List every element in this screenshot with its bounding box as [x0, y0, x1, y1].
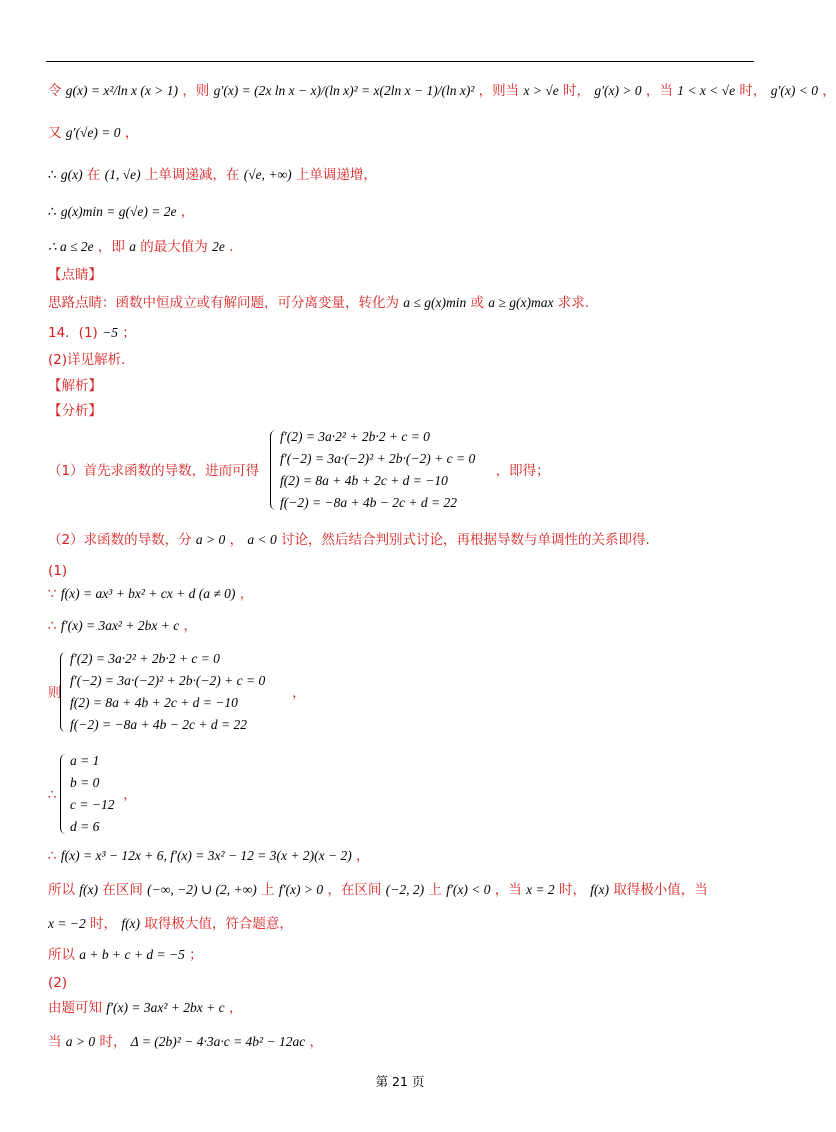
math: g(x)min = g(√e) = 2e	[60, 204, 177, 219]
line-max-value	[48, 915, 293, 933]
math: x > √e	[523, 83, 559, 98]
line-derivative-2	[48, 999, 242, 1017]
part-2-label: (2)	[48, 975, 68, 991]
text: ，	[228, 1000, 243, 1016]
text: ，即得；	[495, 463, 550, 479]
text: 又	[48, 125, 62, 141]
text: ，	[356, 848, 370, 864]
math: x = −2	[48, 916, 86, 931]
part-1-label: (1)	[48, 563, 68, 579]
text: .	[229, 239, 234, 255]
text: ，	[124, 125, 139, 141]
equation: f(−2) = −8a + 4b − 2c + d = 22	[70, 717, 248, 732]
text: 时，	[558, 882, 586, 898]
text: ，	[822, 83, 836, 99]
equation: f′(2) = 3a·2² + 2b·2 + c = 0	[280, 429, 430, 444]
math: g′(x) > 0	[594, 83, 642, 98]
text: ，即	[97, 239, 125, 255]
equation-system-solution	[60, 648, 265, 736]
header-rule	[46, 61, 754, 62]
math: ∴ a ≤ 2e	[48, 239, 94, 254]
line-g-prime-zero	[48, 124, 138, 142]
math: a + b + c + d = −5	[79, 947, 185, 962]
text: ，则当	[478, 83, 520, 99]
text: 上单调递增，	[295, 167, 377, 183]
text: ，在区间	[327, 882, 382, 898]
math: f(x)	[590, 882, 610, 897]
line-g-min	[48, 203, 194, 221]
math: f(x)	[79, 882, 99, 897]
line-hint	[48, 294, 589, 312]
text: 所以	[48, 947, 75, 963]
math: g′(x) < 0	[770, 83, 818, 98]
therefore-symbol: ∴	[48, 618, 57, 634]
section-fenxi: 【分析】	[48, 403, 102, 419]
math: a < 0	[247, 532, 277, 547]
math: f(x) = ax³ + bx² + cx + d (a ≠ 0)	[60, 586, 236, 601]
math: g(x)	[60, 167, 83, 182]
text: 讨论，然后结合判别式讨论，再根据导数与单调性的关系即得.	[281, 532, 650, 548]
text: ，当	[645, 83, 673, 99]
text: 令	[48, 83, 62, 99]
section-dianjing: 【点睛】	[48, 267, 102, 283]
because-symbol: ∵	[48, 586, 57, 602]
text: ，	[309, 1034, 324, 1050]
text: 14．(1)	[48, 325, 98, 341]
text: ；	[122, 325, 136, 341]
math: x = 2	[526, 882, 555, 897]
page-number: 第 21 页	[375, 1074, 425, 1089]
math: 2e	[212, 239, 225, 254]
text: 思路点睛：函数中恒成立或有解问题，可分离变量，转化为	[48, 295, 399, 311]
text: 时，	[563, 83, 591, 99]
math: (√e, +∞)	[243, 167, 292, 182]
text: ；	[189, 947, 203, 963]
text: 所以	[48, 882, 75, 898]
question-14-answer-1	[48, 324, 136, 342]
math: f′(x) < 0	[446, 882, 491, 897]
equation: f′(−2) = 3a·(−2)² + 2b·(−2) + c = 0	[280, 451, 476, 466]
math: Δ = (2b)² − 4·3a·c = 4b² − 12ac	[130, 1034, 306, 1049]
math: a	[129, 239, 136, 254]
math: −5	[102, 325, 118, 340]
math: (−∞, −2) ∪ (2, +∞)	[147, 882, 257, 897]
therefore-symbol: ∴	[48, 204, 57, 220]
text: 上单调递减，在	[144, 167, 240, 183]
text: ，	[239, 586, 254, 602]
math: f(x) = x³ − 12x + 6, f′(x) = 3x² − 12 = 3(x + 2)(x − 2)	[60, 848, 352, 863]
text: （2）求函数的导数，分	[48, 532, 192, 548]
equation: f′(−2) = 3a·(−2)² + 2b·(−2) + c = 0	[70, 673, 266, 688]
line-sum	[48, 946, 203, 964]
equation: f(2) = 8a + 4b + 2c + d = −10	[280, 473, 448, 488]
therefore-symbol: ∴	[48, 167, 57, 183]
math: a ≤ g(x)min	[403, 295, 467, 310]
text: 取得极大值，符合题意，	[144, 916, 293, 932]
equation: c = −12	[70, 797, 115, 812]
math: a > 0	[65, 1034, 96, 1049]
math: f(x)	[121, 916, 141, 931]
text: 时，	[99, 1034, 127, 1050]
equation: f(−2) = −8a + 4b − 2c + d = 22	[280, 495, 458, 510]
equation: a = 1	[70, 753, 100, 768]
line-monotonic	[48, 166, 377, 184]
math: f′(x) = 3ax² + 2bx + c	[106, 1000, 225, 1015]
therefore-symbol: ∴	[48, 848, 57, 864]
text: 上	[428, 882, 442, 898]
equation-system-result	[60, 750, 114, 838]
text: ，则	[182, 83, 210, 99]
math: a ≥ g(x)max	[488, 295, 554, 310]
text: 由题可知	[48, 1000, 102, 1016]
math: g′(√e) = 0	[65, 125, 121, 140]
equation: d = 6	[70, 819, 100, 834]
text: ，	[229, 532, 244, 548]
line-f-explicit	[48, 847, 370, 865]
text: 时，	[90, 916, 118, 932]
text: （1）首先求函数的导数，进而可得	[48, 463, 260, 479]
text: 取得极小值，当	[613, 882, 708, 898]
text: 求求.	[557, 295, 590, 311]
text: ，	[123, 787, 137, 803]
text: 则	[48, 685, 62, 701]
text: ，当	[494, 882, 522, 898]
math-g-prime: g′(x) = (2x ln x − x)/(ln x)² = x(2ln x − 1)/(ln x)²	[213, 83, 475, 98]
therefore-symbol: ∴	[48, 787, 57, 803]
math: f′(x) > 0	[278, 882, 324, 897]
text: 在区间	[102, 882, 143, 898]
text: ，	[180, 204, 195, 220]
text: 上	[261, 882, 275, 898]
line-intervals	[48, 881, 708, 899]
text: ，	[292, 685, 306, 701]
text: 时，	[739, 83, 767, 99]
math: (1, √e)	[104, 167, 141, 182]
equation: f(2) = 8a + 4b + 2c + d = −10	[70, 695, 238, 710]
section-jiexi: 【解析】	[48, 378, 102, 394]
line-discriminant	[48, 1033, 323, 1051]
math-g-def: g(x) = x²/ln x (x > 1)	[65, 83, 179, 98]
math: (−2, 2)	[385, 882, 425, 897]
question-14-answer-2: (2)详见解析.	[48, 352, 126, 368]
line-f-prime	[48, 617, 197, 635]
text: 在	[86, 167, 101, 183]
text: 当	[48, 1034, 62, 1050]
line-because-f	[48, 585, 253, 603]
text: 的最大值为	[140, 239, 208, 255]
text: ，	[183, 618, 197, 634]
text: 或	[470, 295, 484, 311]
equation: f′(2) = 3a·2² + 2b·2 + c = 0	[70, 651, 220, 666]
equation: b = 0	[70, 775, 100, 790]
math: a > 0	[195, 532, 226, 547]
line-analysis-2	[48, 531, 650, 549]
line-max-a	[48, 238, 233, 256]
line-g-derivative	[48, 82, 836, 100]
equation-system-analysis	[270, 426, 475, 514]
math: 1 < x < √e	[677, 83, 736, 98]
math: f′(x) = 3ax² + 2bx + c	[60, 618, 180, 633]
